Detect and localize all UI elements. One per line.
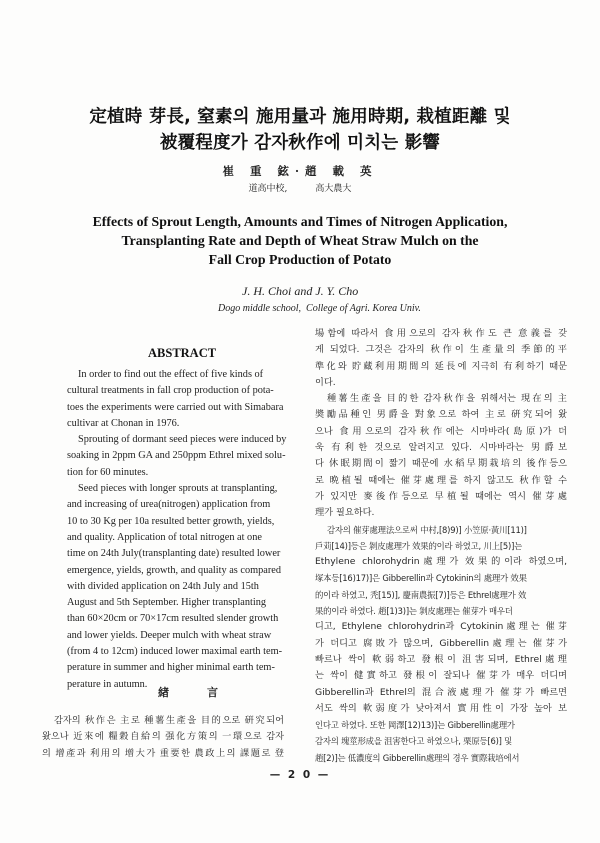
text-line: Gibberellin과 Ethrel의 混合液處理가 催芽가 빠르면 xyxy=(315,686,567,698)
text-line: 게 되었다. 그것은 감자의 秋作이 生產量의 季節的平 xyxy=(315,344,567,356)
korean-title-line-1: 定植時 芽長, 窒素의 施用量과 施用時期, 栽植距離 및 xyxy=(89,107,511,127)
text-line: 奬勵品種인 男爵을 對象으로 하여 主로 硏究되어 왔 xyxy=(315,409,567,421)
korean-affiliations xyxy=(0,181,600,194)
korean-title-line-2: 被覆程度가 감자秋作에 미치는 影響 xyxy=(159,133,441,153)
text-line: 감자의 催芽處理法으로써 中村,[8)9)] 小笠原·黃川[11)] xyxy=(327,524,527,535)
text-line: cultural treatments in fall crop production of pota- xyxy=(67,385,274,397)
text-line: 욱 有利한 것으로 알려지고 있다. 시마바라는 男爵보 xyxy=(315,442,567,454)
text-line: 果的이라 하였다. 趙[1)3)]는 剝皮處理는 催芽가 매우더 xyxy=(315,606,513,617)
english-authors: J. H. Choi and J. Y. Cho xyxy=(242,284,359,298)
english-title-line-1: Effects of Sprout Length, Amounts and Times of Nitrogen Application, xyxy=(92,214,508,229)
text-line: soaking in 2ppm GA and 250ppm Ethrel mixed solu- xyxy=(67,450,286,462)
text-line: 감자의 秋作은 主로 種薯生產을 目的으로 硏究되어 xyxy=(54,715,284,726)
text-line: 다 休眠期間이 짧기 때문에 水稻早期栽培의 後作등으 xyxy=(315,458,567,470)
english-title-line-2: Transplanting Rate and Depth of Wheat Straw Mulch on the xyxy=(121,233,479,248)
text-line: 이다. xyxy=(315,376,336,388)
korean-affiliation-2: 高大農大 xyxy=(315,184,352,194)
text-line: 인다고 하였다. 또한 岡澤[12)13)]는 Gibberellin處理가 xyxy=(315,720,515,731)
abstract-body xyxy=(67,367,287,693)
text-line: 種薯生產을 目的한 감자秋作을 위해서는 現在의 主 xyxy=(327,393,567,405)
text-line: 으나 食用으로의 감자秋作에는 시마바라(島原)가 더 xyxy=(315,425,567,437)
text-line: toes the experiments were carried out with Simabara xyxy=(67,401,284,413)
english-affiliation: Dogo middle school, College of Agri. Korea Univ. xyxy=(218,303,421,314)
text-line: 準化와 貯藏利用期間의 延長에 지극히 有利하기 때문 xyxy=(315,360,567,372)
text-line: 왔으나 近來에 糧穀自給의 强化方策의 一環으로 감자 xyxy=(42,731,284,743)
text-line: and quality. Application of total nitrogen at one xyxy=(67,531,262,543)
text-line: tion for 60 minutes. xyxy=(67,466,149,478)
text-line: 서도 싹의 軟弱度가 낮아져서 實用性이 가장 높아 보 xyxy=(315,702,567,714)
text-line: 的이라 하였고, 秃[15)], 慶南農振[7)]등은 Ethrel處理가 效 xyxy=(315,589,527,600)
text-line: perature in autumn. xyxy=(67,678,148,690)
text-line: cultivar at Chonan in 1976. xyxy=(67,417,180,429)
text-line: emergence, yields, growth, and quality as compared xyxy=(67,564,281,576)
text-line: Ethylene chlorohydrin處理가 效果的이라 하였으며, xyxy=(315,556,567,568)
text-line: Sprouting of dormant seed pieces were induced by xyxy=(78,434,287,446)
text-line: and increasing of urea(nitrogen) application from xyxy=(67,499,271,511)
text-line: 理가 필요하다. xyxy=(315,507,375,519)
text-line: 趙[2)]는 低濃度의 Gibberellin處理의 경우 實際栽培에서 xyxy=(315,752,520,763)
text-line: 가 있지만 麥後作등으로 早植될 때에는 역시 催芽處 xyxy=(315,490,567,502)
text-line: 가 더디고 腐敗가 많으며, Gibberellin處理는 催芽가 xyxy=(315,637,567,649)
korean-affiliation-1: 道高中校, xyxy=(248,184,288,194)
text-line: 場함에 따라서 食用으로의 감자秋作도 큰 意義를 갖 xyxy=(315,328,567,339)
text-line: 는 싹이 健實하고 發根이 잘되나 催芽가 매우 더디며 xyxy=(315,670,567,682)
text-line: 塚本등[16)17)]은 Gibberellin과 Cytokinin의 處理가 效果 xyxy=(315,573,527,584)
page-number: — 2 0 — xyxy=(269,769,331,781)
english-title-line-3: Fall Crop Production of Potato xyxy=(208,252,392,267)
introduction-heading-char-1: 緖 xyxy=(158,686,169,699)
korean-authors: 崔 重 鉉·趙 載 英 xyxy=(222,164,378,178)
text-line: August and 5th September. Higher transplanting xyxy=(67,597,267,609)
text-line: 로 晩植될 때에는 催芽處理를 하지 않고도 秋作할 수 xyxy=(315,474,567,486)
text-line: 디고, Ethylene chlorohydrin과 Cytokinin處理는 催芽 xyxy=(315,621,567,633)
text-line: 10 to 30 Kg per 10a resulted better growth, yields, xyxy=(67,515,275,527)
text-line: 戶苅[14)]등은 剝皮處理가 效果的이라 하였고, 川上[5)]는 xyxy=(315,540,523,551)
text-line: 의 增產과 利用의 增大가 重要한 農政上의 課題로 登 xyxy=(42,747,284,759)
text-line: with divided application on 24th July and 15th xyxy=(67,580,259,592)
introduction-left-column xyxy=(42,713,284,762)
text-line: and lower yields. Deeper mulch with wheat straw xyxy=(67,629,272,641)
text-line: In order to find out the effect of five kinds of xyxy=(78,369,264,380)
text-line: than 60×20cm or 70×17cm resulted slender growth xyxy=(67,613,279,625)
introduction-heading xyxy=(158,684,218,700)
text-line: 빠르나 싹이 軟弱하고 發根이 沮害되며, Ethrel處理 xyxy=(315,653,567,665)
text-line: 감자의 塊莖形成을 沮害한다고 하였으나, 栗原등[6)] 및 xyxy=(315,736,513,747)
text-line: time on 24th July(transplanting date) resulted lower xyxy=(67,548,281,560)
text-line: (from 4 to 12cm) induced lower maximal earth tem- xyxy=(67,646,283,658)
abstract-heading: ABSTRACT xyxy=(148,346,217,360)
introduction-heading-char-2: 言 xyxy=(207,686,218,699)
text-line: perature in summer and higher minimal earth tem- xyxy=(67,662,275,674)
introduction-right-column xyxy=(315,326,567,766)
text-line: Seed pieces with longer sprouts at transplanting, xyxy=(78,483,278,495)
